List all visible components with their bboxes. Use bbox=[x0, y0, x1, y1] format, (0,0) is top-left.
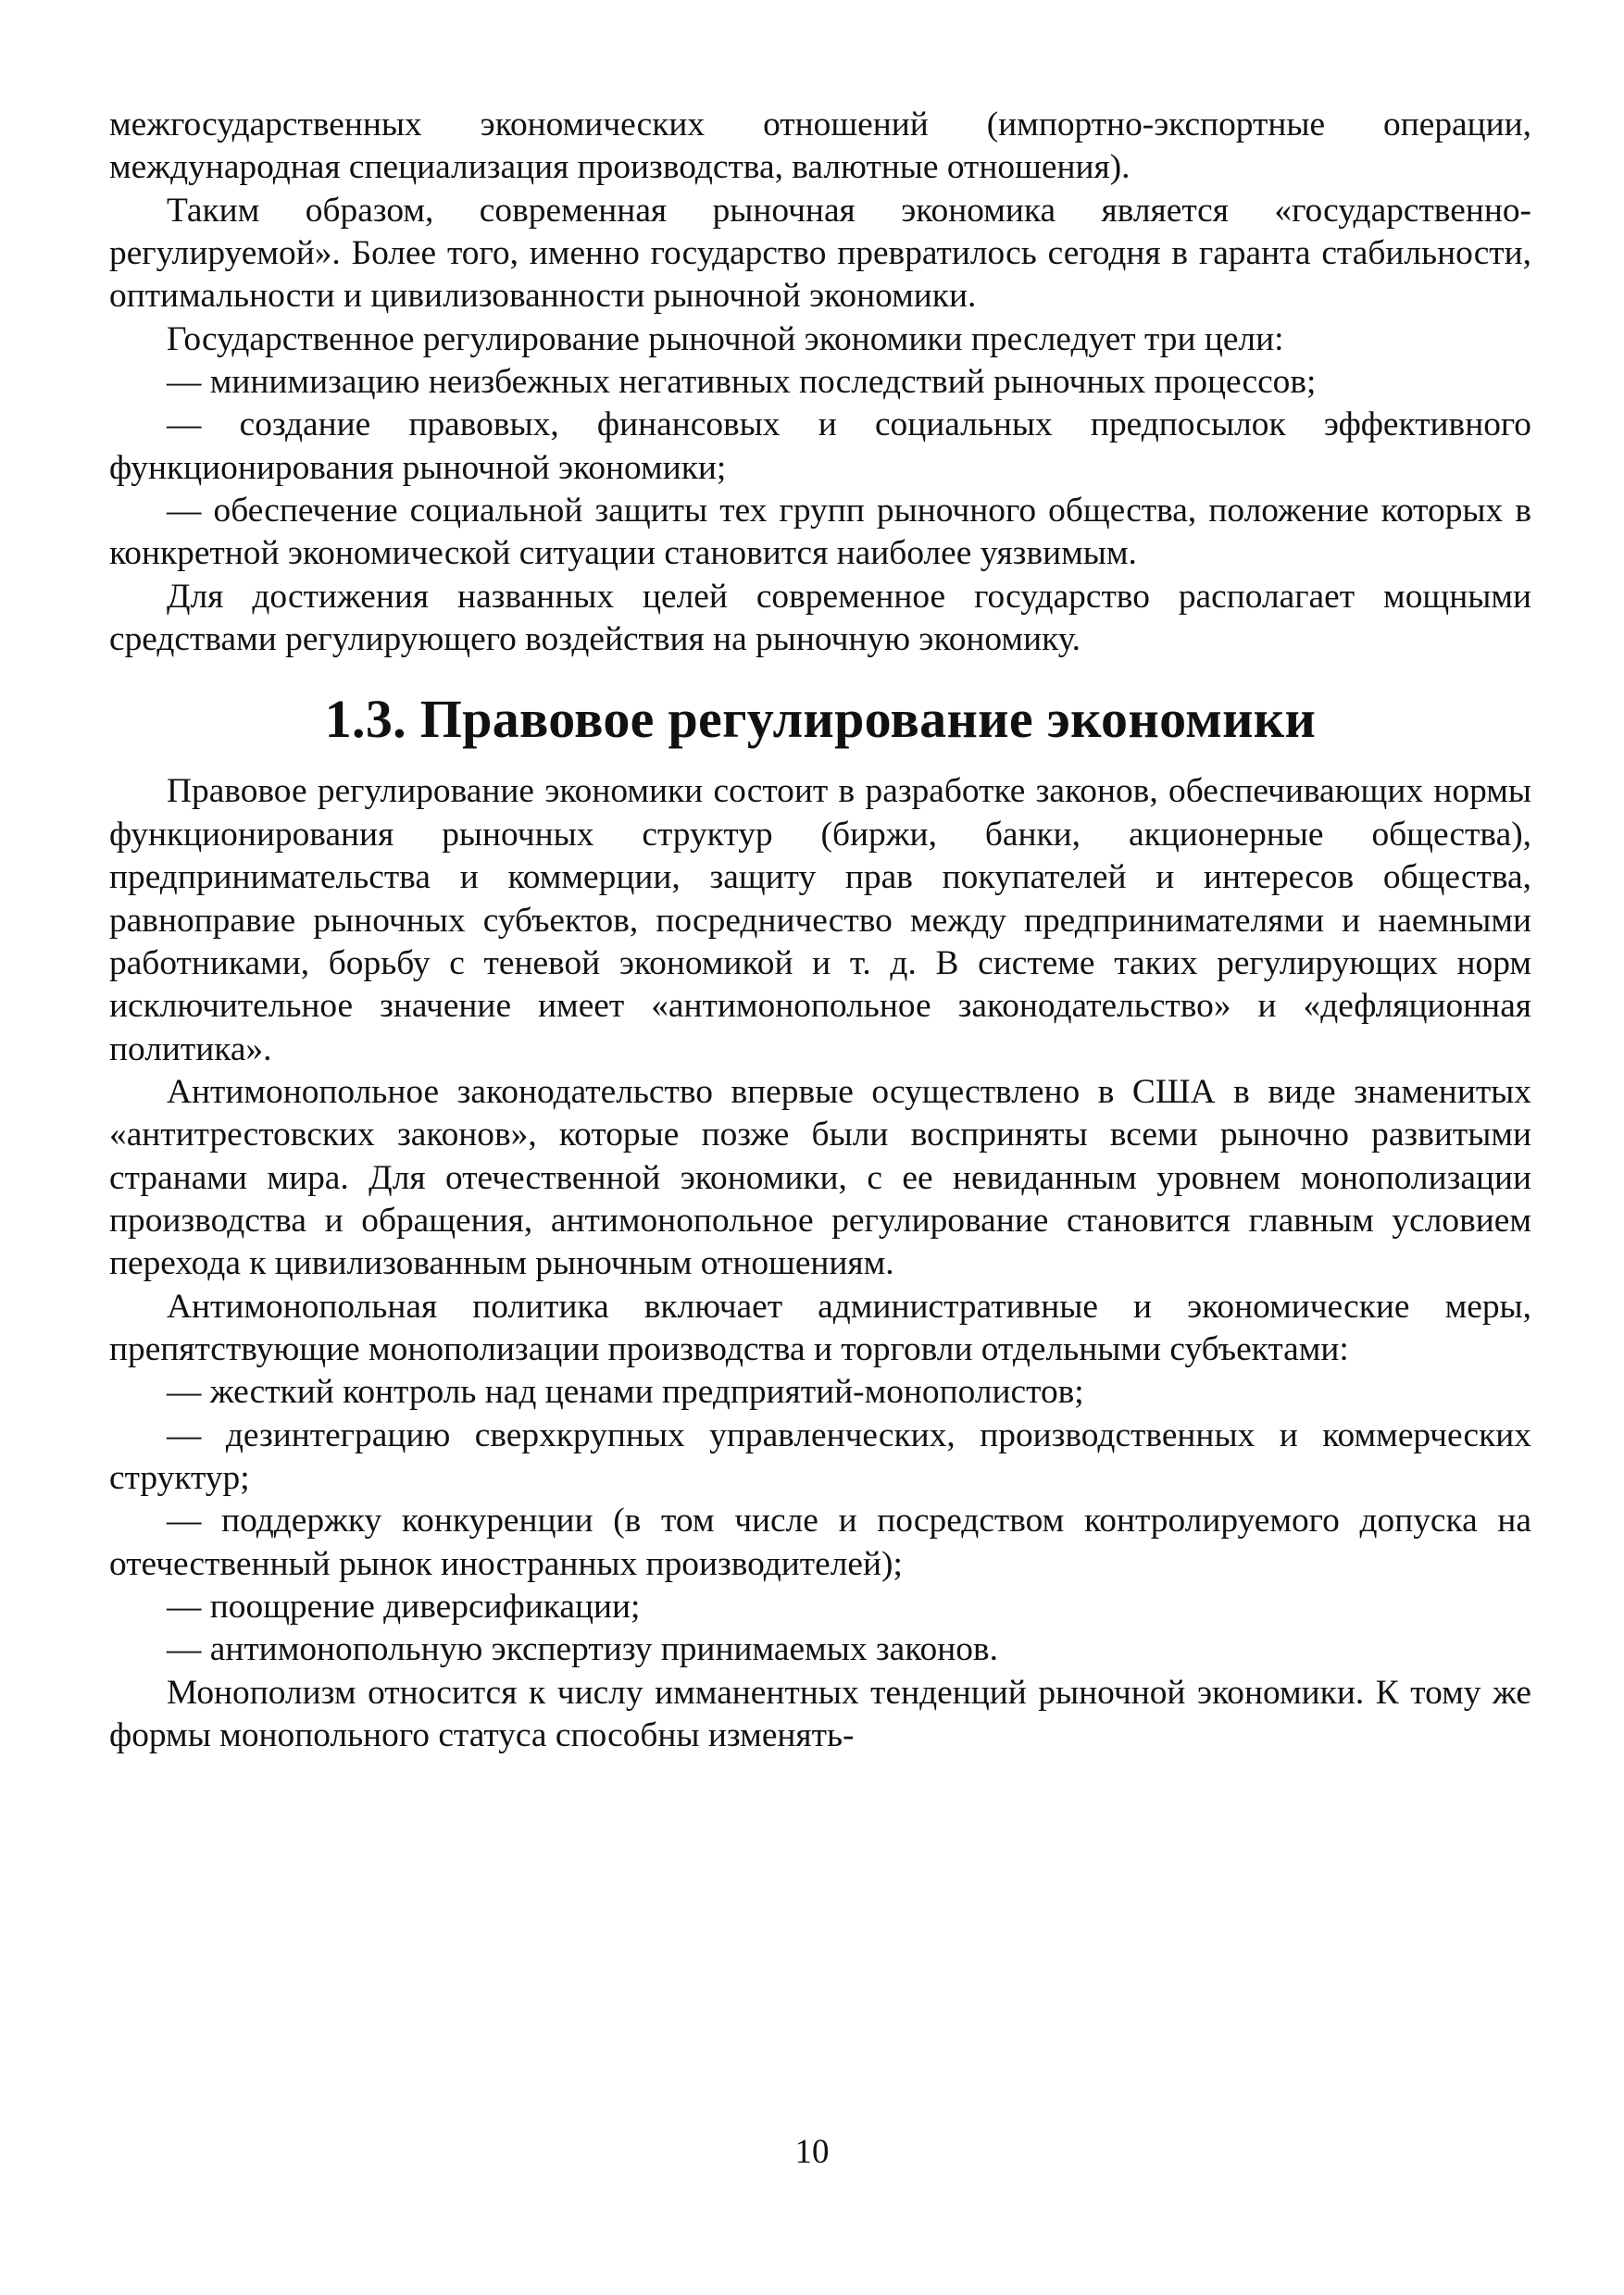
list-item: — антимонопольную экспертизу принимаемых законов. bbox=[167, 1630, 998, 1669]
list-item: — поощрение диверсификации; bbox=[167, 1588, 641, 1626]
section-heading: 1.3. Правовое регулирование экономики bbox=[324, 689, 1317, 750]
paragraph: Антимонопольное законодательство впервые осуществлено в США в виде знаменитых «антитрестовских законов», которые позже были восприняты всеми рыночно развитыми странами мира. Для отечественной экономики, с ее невиданным уровнем монополизации производства и обращения, антимонопольное регулирование становится главным условием перехода к цивилизованным рыночным отношениям. bbox=[109, 1072, 1531, 1283]
list-item: — обеспечение социальной защиты тех групп рыночного общества, положение которых в конкретной экономической ситуации становится наиболее уязвимым. bbox=[109, 492, 1531, 573]
page-number: 10 bbox=[794, 2133, 830, 2171]
list-item: — дезинтеграцию сверхкрупных управленческих, производственных и коммерческих структур; bbox=[109, 1416, 1531, 1497]
list-item: — создание правовых, финансовых и социальных предпосылок эффективного функционирования рыночной экономики; bbox=[109, 405, 1531, 487]
paragraph-continuation: межгосударственных экономических отношений (импортно-экспортные операции, международная специализация производства, валютные отношения). bbox=[109, 106, 1531, 187]
list-item: — жесткий контроль над ценами предприятий-монополистов; bbox=[167, 1373, 1084, 1412]
paragraph: Правовое регулирование экономики состоит в разработке законов, обеспечивающих нормы функционирования рыночных структур (биржи, банки, акционерные общества), предпринимательства и коммерции, защиту прав покупателей и интересов общества, равноправие рыночных субъектов, посредничество между предпринимателями и наемными работниками, борьбу с теневой экономикой и т. д. В системе таких регулирующих норм исключительное значение имеет «антимонопольное законодательство» и «дефляционная политика». bbox=[109, 772, 1531, 1068]
page-body bbox=[109, 104, 1531, 1757]
list-item: — поддержку конкуренции (в том числе и посредством контролируемого допуска на отечественный рынок иностранных производителей); bbox=[109, 1502, 1531, 1583]
paragraph: Государственное регулирование рыночной экономики преследует три цели: bbox=[167, 319, 1284, 358]
list-item: — минимизацию неизбежных негативных последствий рыночных процессов; bbox=[167, 363, 1317, 402]
paragraph: Для достижения названных целей современное государство располагает мощными средствами регулирующего воздействия на рыночную экономику. bbox=[109, 577, 1531, 659]
paragraph: Таким образом, современная рыночная экономика является «государственно-регулируемой». Более того, именно государство превратилось сегодня в гаранта стабильности, оптимальности и цивилизованности рыночной экономики. bbox=[109, 191, 1531, 316]
paragraph: Монополизм относится к числу имманентных тенденций рыночной экономики. К тому же формы монопольного статуса способны изменять- bbox=[109, 1673, 1531, 1755]
paragraph: Антимонопольная политика включает административные и экономические меры, препятствующие монополизации производства и торговли отдельными субъектами: bbox=[109, 1287, 1531, 1368]
